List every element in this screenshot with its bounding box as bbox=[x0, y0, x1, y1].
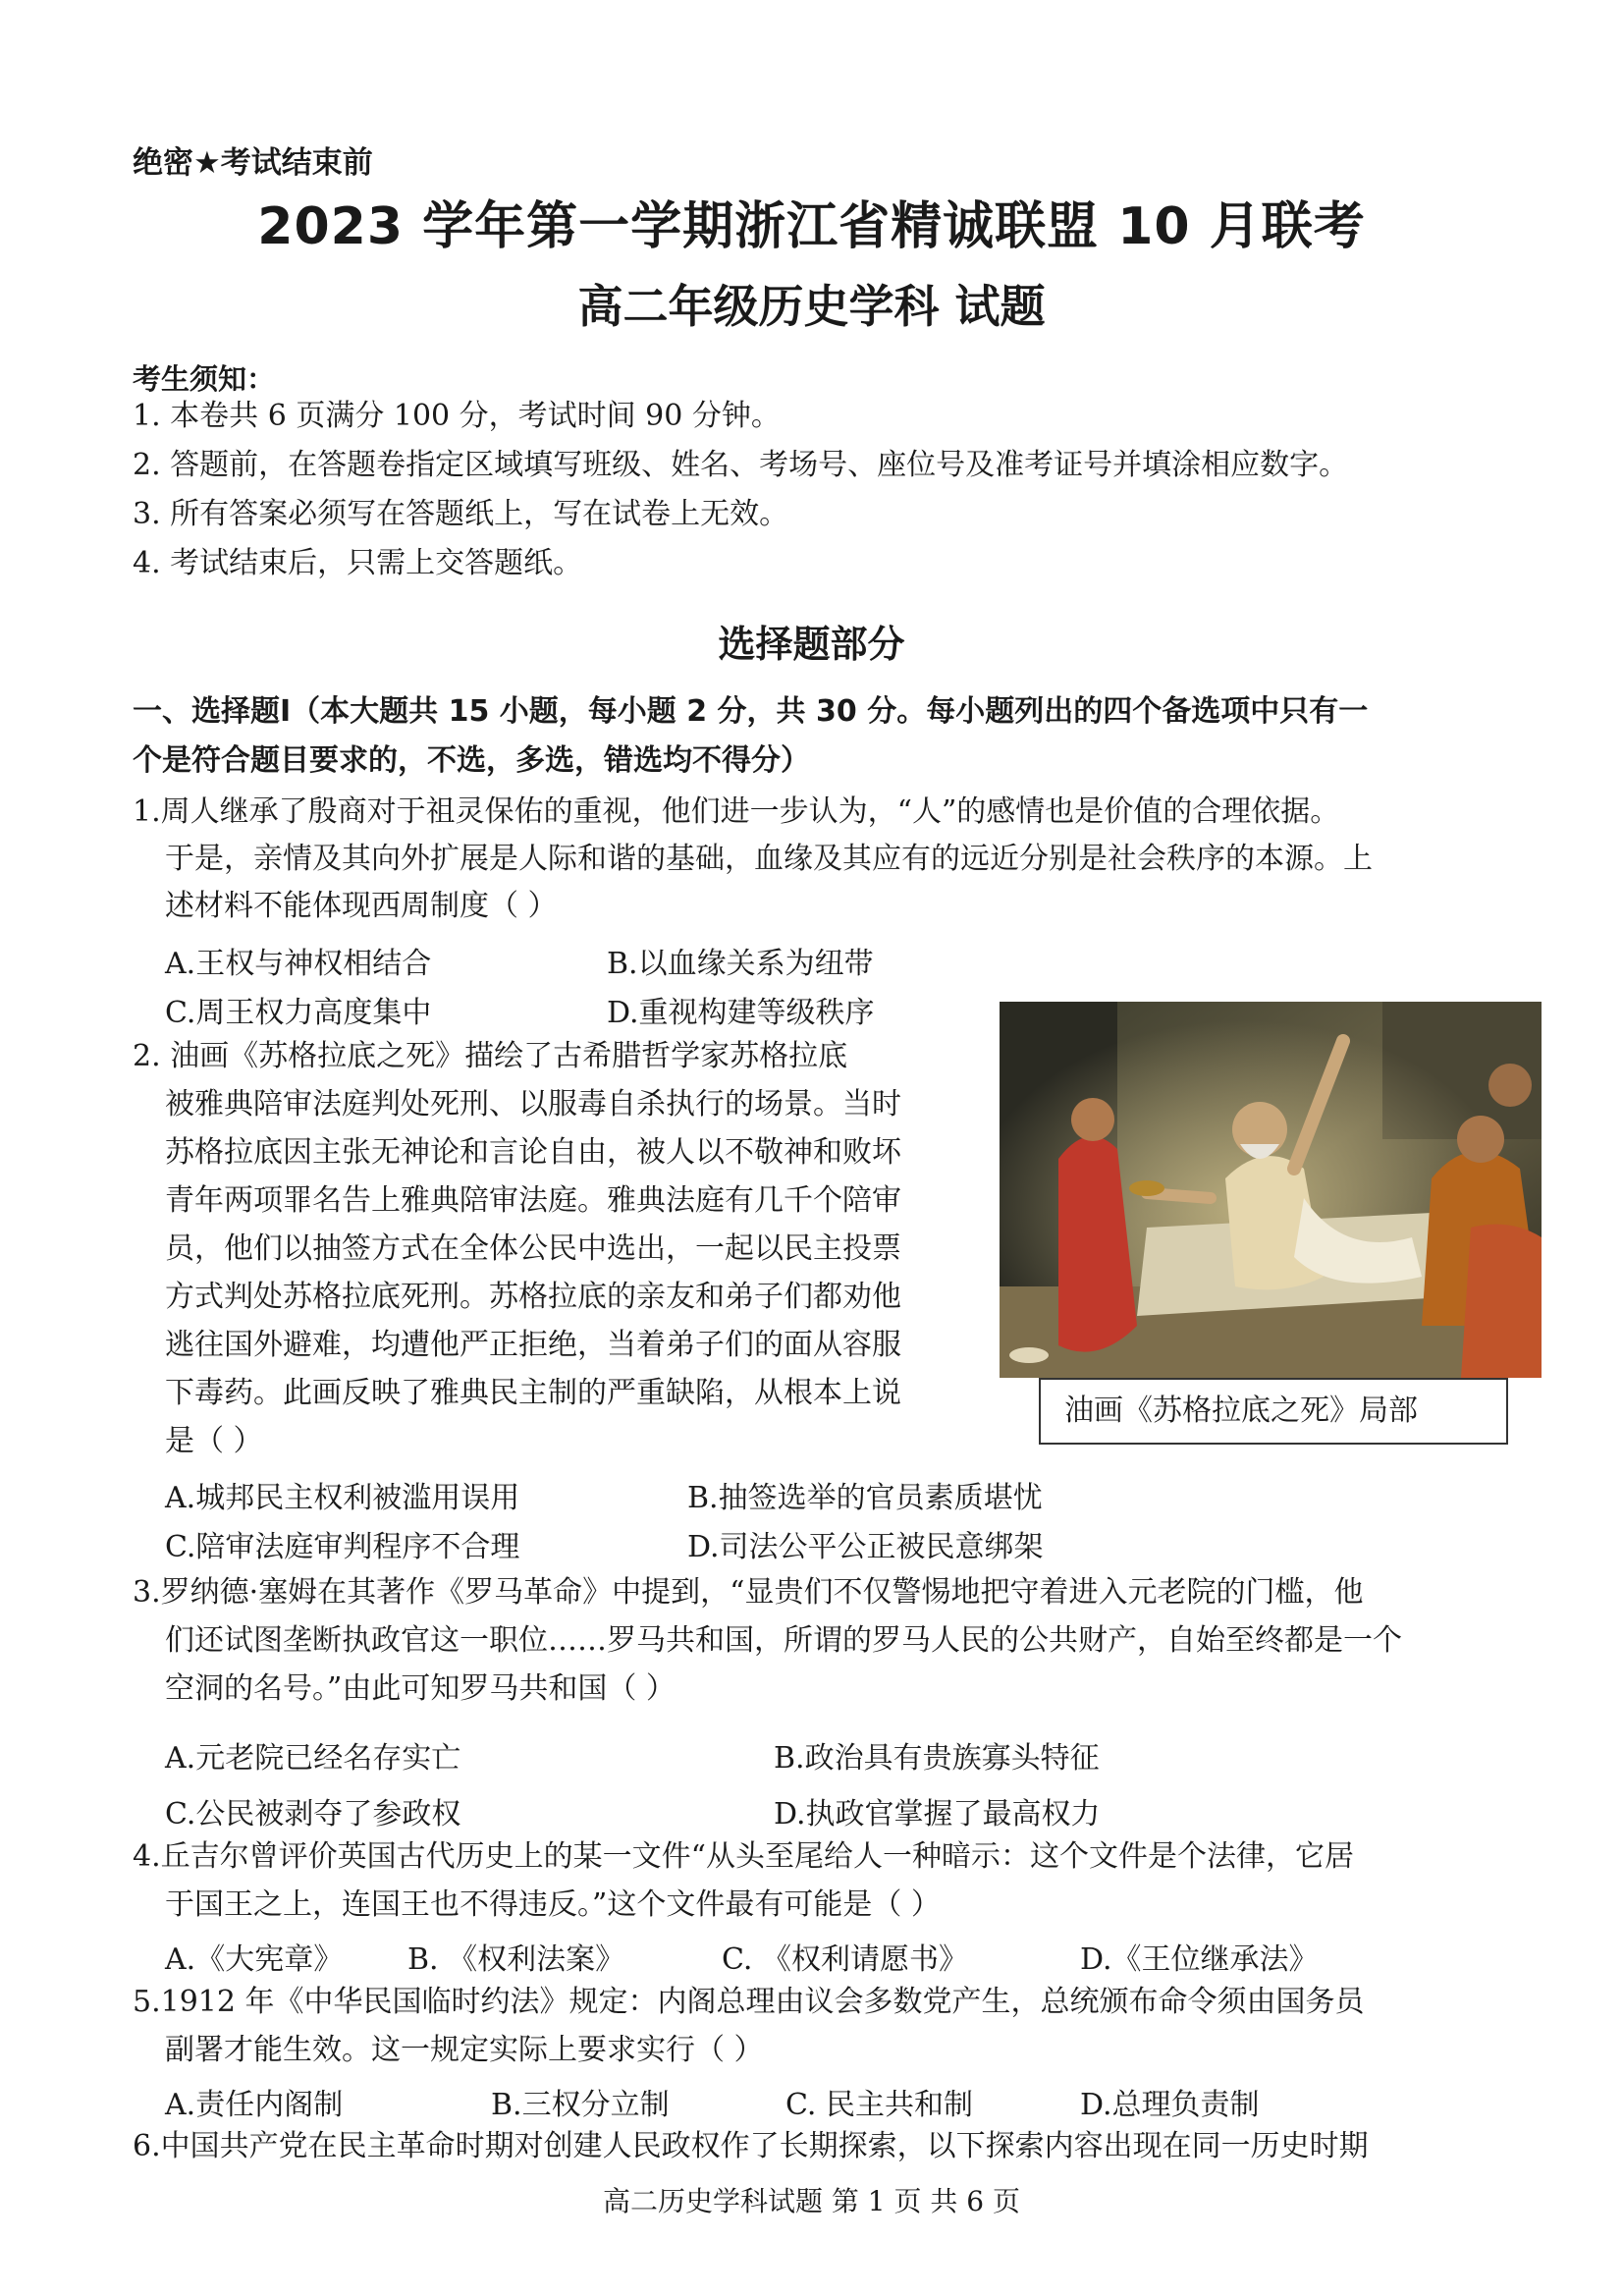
question-text-line: 3.罗纳德·塞姆在其著作《罗马革命》中提到，“显贵们不仅警惕地把守着进入元老院的门槛，他 bbox=[133, 1575, 1364, 1610]
option-b: B.三权分立制 bbox=[491, 2088, 670, 2122]
notice-item: 2. 答题前，在答题卷指定区域填写班级、姓名、考场号、座位号及准考证号并填涂相应数字。 bbox=[133, 448, 1349, 482]
question-text-line: 空洞的名号。”由此可知罗马共和国（ ） bbox=[165, 1671, 676, 1706]
question-text-line: 青年两项罪名告上雅典陪审法庭。雅典法庭有几千个陪审 bbox=[165, 1183, 901, 1218]
question-text-line: 苏格拉底因主张无神论和言论自由，被人以不敬神和败坏 bbox=[165, 1135, 901, 1170]
question-text-line: 4.丘吉尔曾评价英国古代历史上的某一文件“从头至尾给人一种暗示：这个文件是个法律，它居 bbox=[133, 1839, 1354, 1874]
exam-subtitle: 高二年级历史学科 试题 bbox=[577, 280, 1046, 333]
notice-item: 1. 本卷共 6 页满分 100 分，考试时间 90 分钟。 bbox=[133, 399, 781, 433]
section-title: 选择题部分 bbox=[718, 623, 905, 666]
option-c: C. 《权利请愿书》 bbox=[722, 1942, 968, 1977]
question-text-line: 6.中国共产党在民主革命时期对创建人民政权作了长期探索，以下探索内容出现在同一历史时期 bbox=[133, 2129, 1369, 2163]
option-a: A.王权与神权相结合 bbox=[165, 947, 432, 981]
option-d: D.执政官掌握了最高权力 bbox=[774, 1797, 1101, 1831]
option-a: A.元老院已经名存实亡 bbox=[165, 1741, 461, 1776]
notice-item: 4. 考试结束后，只需上交答题纸。 bbox=[133, 546, 583, 580]
option-a: A.《大宪章》 bbox=[165, 1942, 344, 1977]
option-a: A.城邦民主权利被滥用误用 bbox=[165, 1481, 520, 1515]
question-text-line: 于国王之上，连国王也不得违反。”这个文件最有可能是（ ） bbox=[165, 1887, 941, 1922]
question-text-line: 副署才能生效。这一规定实际上要求实行（ ） bbox=[165, 2033, 764, 2067]
option-b: B. 《权利法案》 bbox=[407, 1942, 625, 1977]
question-text-line: 于是，亲情及其向外扩展是人际和谐的基础，血缘及其应有的远近分别是社会秩序的本源。上 bbox=[165, 842, 1373, 876]
option-b: B.抽签选举的官员素质堪忧 bbox=[687, 1481, 1043, 1515]
option-c: C.周王权力高度集中 bbox=[165, 996, 432, 1030]
question-text-line: 是（ ） bbox=[165, 1424, 263, 1458]
option-d: D.《王位继承法》 bbox=[1080, 1942, 1319, 1977]
question-text-line: 述材料不能体现西周制度（ ） bbox=[165, 889, 558, 923]
painting-caption: 油画《苏格拉底之死》局部 bbox=[1039, 1378, 1508, 1445]
option-d: D.重视构建等级秩序 bbox=[607, 996, 875, 1030]
notice-item: 3. 所有答案必须写在答题纸上，写在试卷上无效。 bbox=[133, 497, 789, 531]
page-footer: 高二历史学科试题 第 1 页 共 6 页 bbox=[602, 2185, 1021, 2217]
option-d: D.司法公平公正被民意绑架 bbox=[687, 1530, 1044, 1564]
option-b: B.以血缘关系为纽带 bbox=[607, 947, 874, 981]
question-text-line: 5.1912 年《中华民国临时约法》规定：内阁总理由议会多数党产生，总统颁布命令须由国务员 bbox=[133, 1985, 1365, 2019]
part-heading-line2: 个是符合题目要求的，不选，多选，错选均不得分） bbox=[133, 743, 810, 778]
question-text-line: 员，他们以抽签方式在全体公民中选出，一起以民主投票 bbox=[165, 1231, 901, 1266]
option-c: C. 民主共和制 bbox=[785, 2088, 973, 2122]
question-text-line: 下毒药。此画反映了雅典民主制的严重缺陷，从根本上说 bbox=[165, 1376, 901, 1410]
socrates-painting-image bbox=[1000, 1002, 1542, 1378]
option-d: D.总理负责制 bbox=[1080, 2088, 1260, 2122]
question-text-line: 们还试图垄断执政官这一职位……罗马共和国，所谓的罗马人民的公共财产，自始至终都是一个 bbox=[165, 1623, 1402, 1658]
option-a: A.责任内阁制 bbox=[165, 2088, 344, 2122]
question-text-line: 方式判处苏格拉底死刑。苏格拉底的亲友和弟子们都劝他 bbox=[165, 1280, 901, 1314]
question-text-line: 逃往国外避难，均遭他严正拒绝，当着弟子们的面从容服 bbox=[165, 1328, 901, 1362]
part-heading-line1: 一、选择题Ⅰ（本大题共 15 小题，每小题 2 分，共 30 分。每小题列出的四个备选项中只有一 bbox=[133, 694, 1369, 729]
option-c: C.公民被剥夺了参政权 bbox=[165, 1797, 461, 1831]
option-c: C.陪审法庭审判程序不合理 bbox=[165, 1530, 520, 1564]
option-b: B.政治具有贵族寡头特征 bbox=[774, 1741, 1100, 1776]
question-text-line: 1.周人继承了殷商对于祖灵保佑的重视，他们进一步认为，“人”的感情也是价值的合理依据。 bbox=[133, 794, 1340, 829]
confidential-label: 绝密★考试结束前 bbox=[133, 145, 373, 181]
notice-heading: 考生须知： bbox=[133, 362, 276, 396]
question-text-line: 被雅典陪审法庭判处死刑、以服毒自杀执行的场景。当时 bbox=[165, 1087, 901, 1121]
question-text-line: 2. 油画《苏格拉底之死》描绘了古希腊哲学家苏格拉底 bbox=[133, 1039, 848, 1073]
exam-title: 2023 学年第一学期浙江省精诚联盟 10 月联考 bbox=[257, 197, 1366, 256]
